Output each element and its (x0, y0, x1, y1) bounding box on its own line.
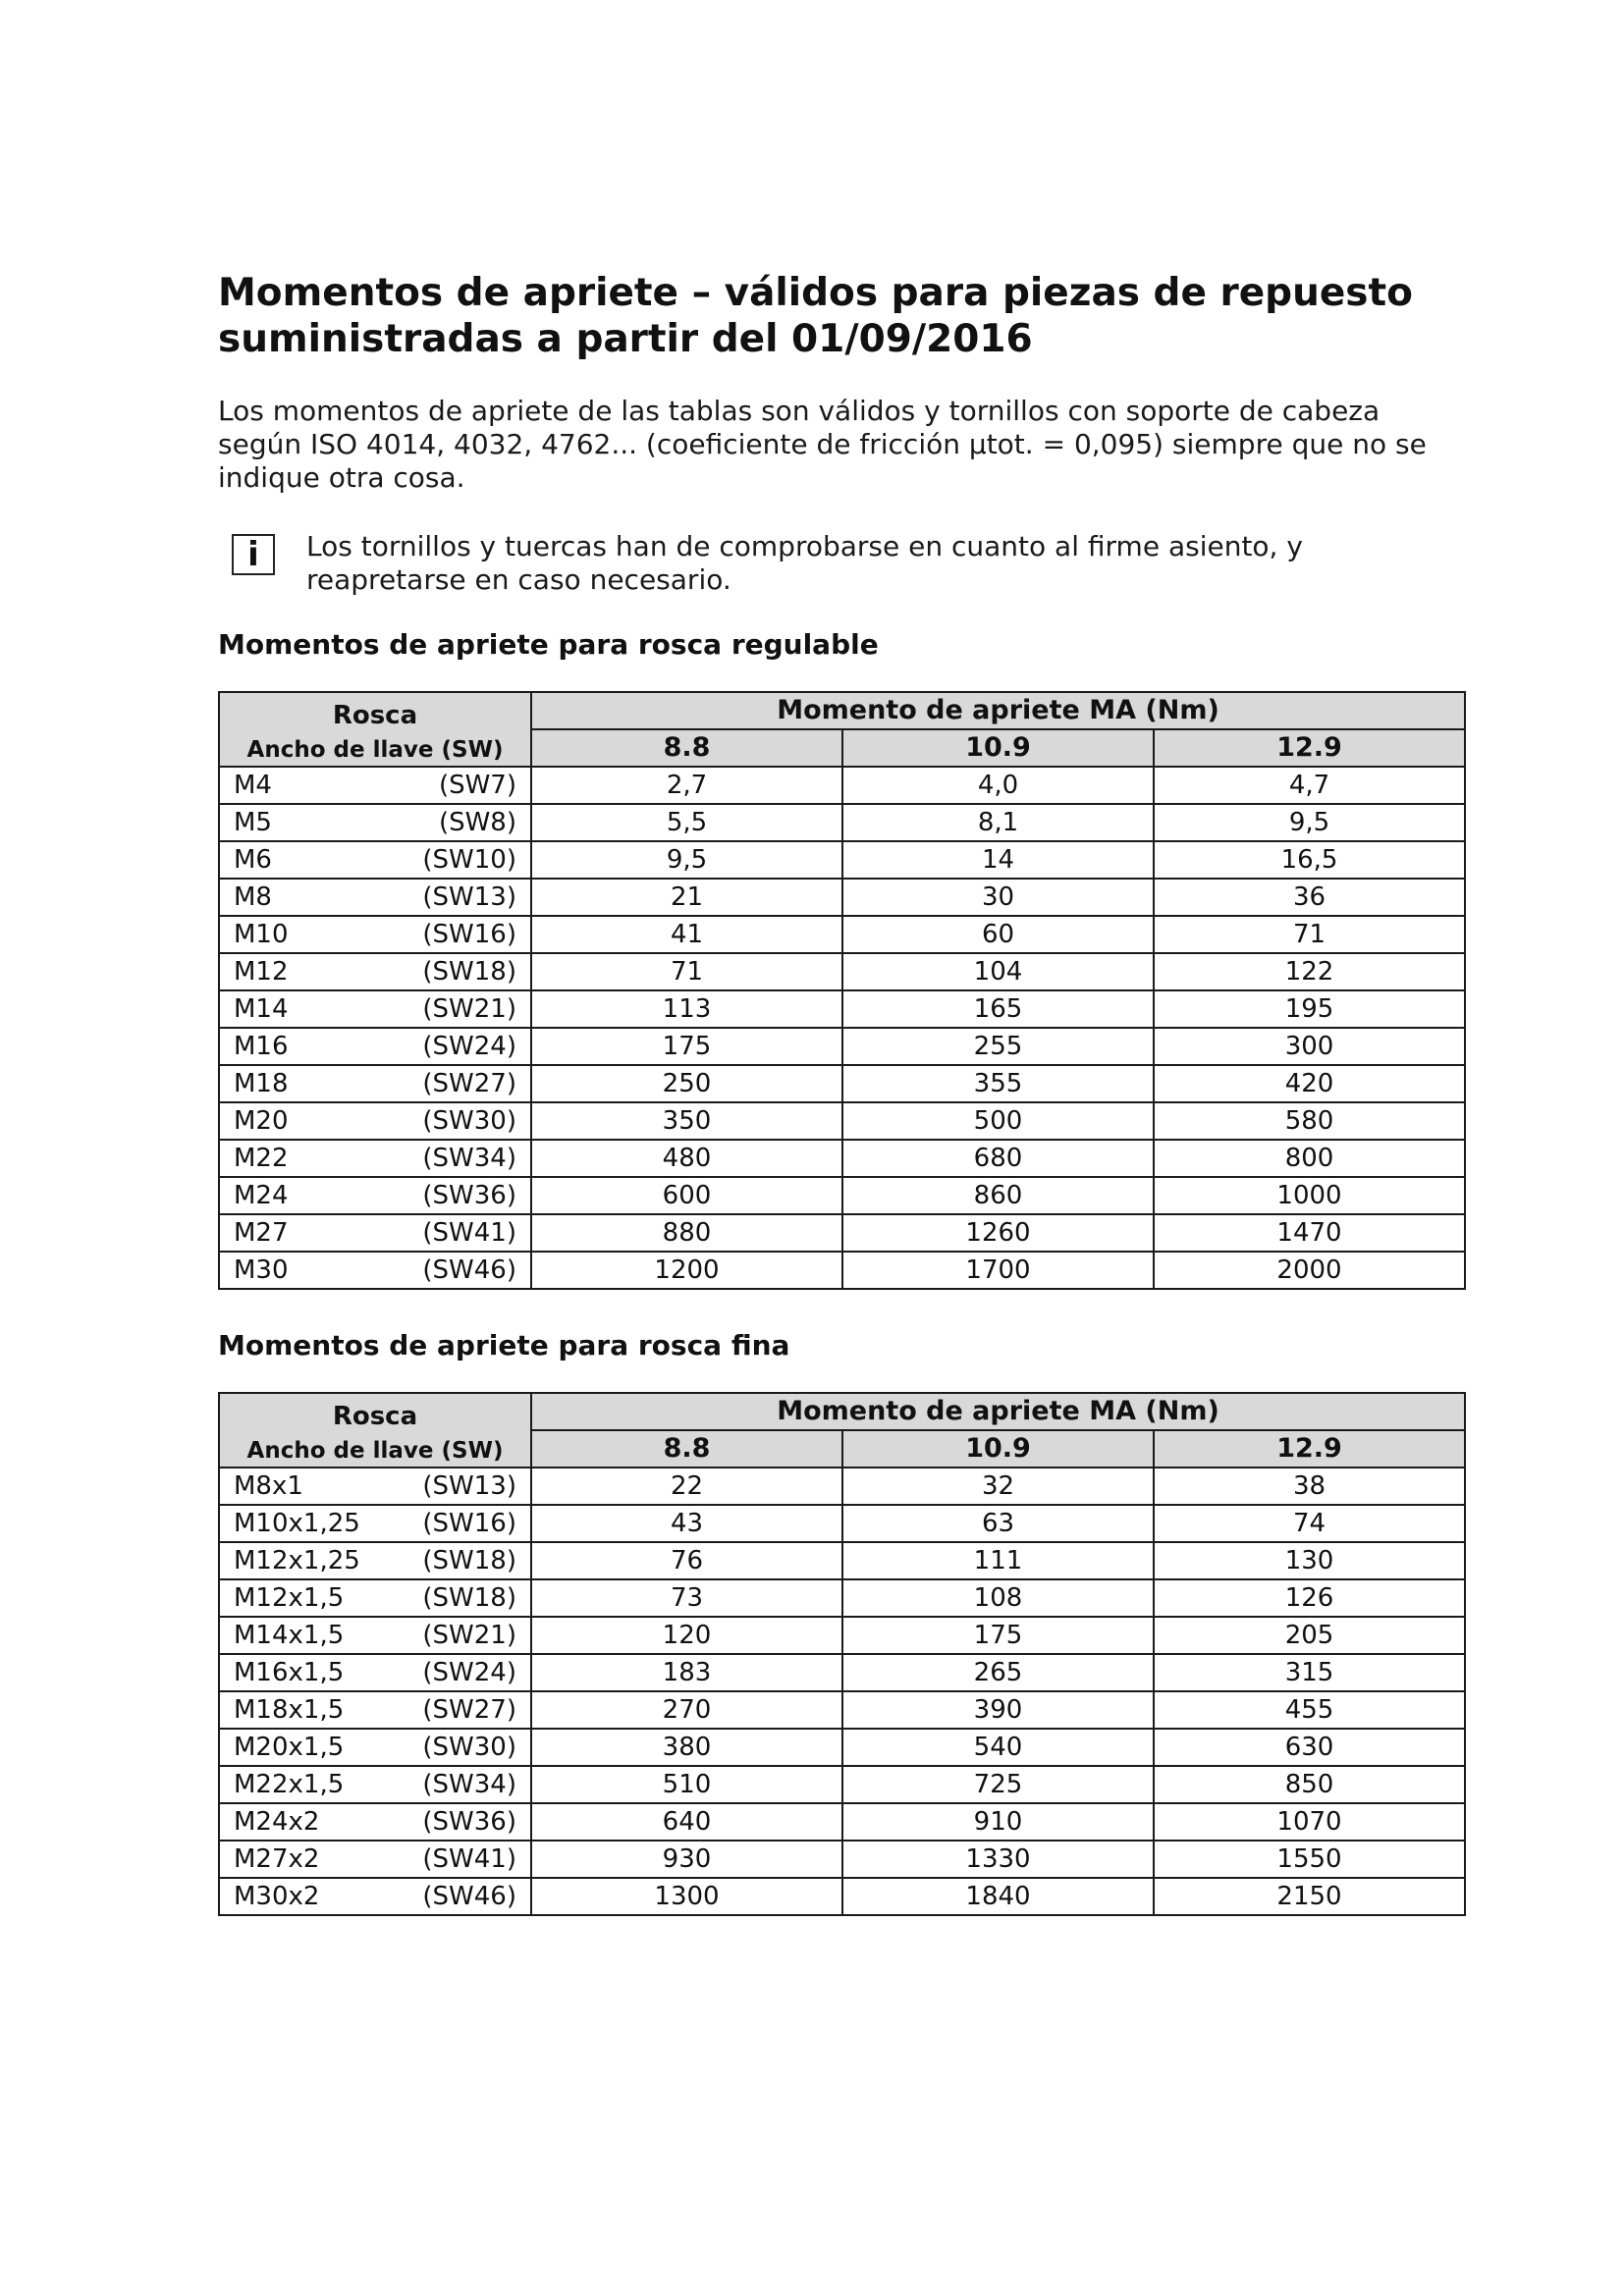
wrench-size: (SW18) (422, 957, 516, 987)
torque-value: 1200 (531, 1252, 842, 1289)
thread-size-cell (219, 1177, 531, 1214)
torque-value: 2000 (1154, 1252, 1465, 1289)
torque-value: 540 (842, 1729, 1154, 1766)
thread-size-cell (219, 1542, 531, 1579)
thread-size: M30 (234, 1255, 289, 1285)
table-row (219, 767, 1465, 804)
intro-paragraph: Los momentos de apriete de las tablas son válidos y tornillos con soporte de cabeza según ISO 4014, 4032, 4762... (coeficiente de fricción µtot. = 0,095) siempre que no se indique otra cosa. (218, 395, 1427, 494)
thread-size: M12x1,25 (234, 1546, 360, 1575)
table-row (219, 916, 1465, 953)
table-body (219, 1468, 1465, 1915)
table-row (219, 1468, 1465, 1505)
thread-size-cell (219, 1841, 531, 1878)
thread-size: M10 (234, 920, 289, 949)
torque-value: 14 (842, 841, 1154, 879)
wrench-size: (SW18) (422, 1546, 516, 1575)
thread-size: M4 (234, 771, 272, 800)
thread-size-cell (219, 1468, 531, 1505)
torque-value: 130 (1154, 1542, 1465, 1579)
torque-value: 43 (531, 1505, 842, 1542)
thread-size-cell (219, 953, 531, 990)
torque-value: 111 (842, 1542, 1154, 1579)
torque-value: 108 (842, 1579, 1154, 1617)
torque-value: 175 (842, 1617, 1154, 1654)
wrench-size: (SW41) (422, 1844, 516, 1874)
table-row (219, 879, 1465, 916)
wrench-size: (SW13) (422, 1471, 516, 1501)
torque-value: 4,7 (1154, 767, 1465, 804)
thread-size: M14x1,5 (234, 1621, 345, 1650)
table-row (219, 841, 1465, 879)
torque-value: 420 (1154, 1065, 1465, 1102)
torque-value: 250 (531, 1065, 842, 1102)
torque-value: 165 (842, 990, 1154, 1028)
torque-value: 860 (842, 1177, 1154, 1214)
rosca-label: Rosca (332, 1402, 418, 1431)
thread-size: M12 (234, 957, 289, 987)
thread-size: M8x1 (234, 1471, 303, 1501)
table-row (219, 1729, 1465, 1766)
torque-value: 1700 (842, 1252, 1154, 1289)
torque-value: 1330 (842, 1841, 1154, 1878)
thread-size-cell (219, 841, 531, 879)
grade-header-8-8: 8.8 (531, 729, 842, 767)
torque-value: 455 (1154, 1691, 1465, 1729)
wrench-size: (SW24) (422, 1658, 516, 1687)
thread-size: M6 (234, 845, 272, 875)
thread-size: M16 (234, 1032, 289, 1061)
torque-value: 300 (1154, 1028, 1465, 1065)
torque-value: 480 (531, 1140, 842, 1177)
torque-value: 1070 (1154, 1803, 1465, 1841)
torque-value: 4,0 (842, 767, 1154, 804)
thread-size: M22x1,5 (234, 1770, 345, 1799)
rosca-header (219, 692, 531, 767)
table-row (219, 1065, 1465, 1102)
thread-size-cell (219, 1065, 531, 1102)
table-row (219, 1542, 1465, 1579)
thread-size: M16x1,5 (234, 1658, 345, 1687)
wrench-size: (SW30) (422, 1106, 516, 1136)
table-row (219, 1579, 1465, 1617)
table-row (219, 1177, 1465, 1214)
info-note (218, 530, 1465, 599)
thread-size-cell (219, 1654, 531, 1691)
torque-value: 500 (842, 1102, 1154, 1140)
thread-size-cell (219, 879, 531, 916)
torque-value: 30 (842, 879, 1154, 916)
table-body (219, 767, 1465, 1289)
table-row (219, 953, 1465, 990)
wrench-size: (SW21) (422, 994, 516, 1024)
torque-value: 390 (842, 1691, 1154, 1729)
grade-header-12-9: 12.9 (1154, 1430, 1465, 1468)
section-heading-rosca-fina: Momentos de apriete para rosca fina (218, 1329, 790, 1362)
thread-size: M27x2 (234, 1844, 320, 1874)
torque-table-fina (218, 1392, 1466, 1916)
wrench-size: (SW27) (422, 1069, 516, 1098)
ancho-de-llave-label: Ancho de llave (SW) (246, 737, 504, 763)
torque-value: 16,5 (1154, 841, 1465, 879)
thread-size: M14 (234, 994, 289, 1024)
thread-size-cell (219, 1252, 531, 1289)
torque-value: 255 (842, 1028, 1154, 1065)
wrench-size: (SW7) (438, 771, 516, 800)
table-row (219, 1252, 1465, 1289)
torque-value: 350 (531, 1102, 842, 1140)
torque-value: 122 (1154, 953, 1465, 990)
wrench-size: (SW36) (422, 1181, 516, 1210)
torque-value: 74 (1154, 1505, 1465, 1542)
torque-value: 38 (1154, 1468, 1465, 1505)
document-page (218, 270, 1465, 1916)
grade-header-12-9: 12.9 (1154, 729, 1465, 767)
table-row (219, 1140, 1465, 1177)
torque-value: 36 (1154, 879, 1465, 916)
wrench-size: (SW10) (422, 845, 516, 875)
torque-value: 120 (531, 1617, 842, 1654)
thread-size-cell (219, 1729, 531, 1766)
table-row (219, 1214, 1465, 1252)
wrench-size: (SW16) (422, 920, 516, 949)
thread-size-cell (219, 1214, 531, 1252)
torque-value: 640 (531, 1803, 842, 1841)
wrench-size: (SW41) (422, 1218, 516, 1248)
torque-value: 1260 (842, 1214, 1154, 1252)
torque-value: 71 (531, 953, 842, 990)
section-heading-rosca-regulable: Momentos de apriete para rosca regulable (218, 628, 879, 661)
torque-value: 265 (842, 1654, 1154, 1691)
table-row (219, 1841, 1465, 1878)
torque-value: 205 (1154, 1617, 1465, 1654)
torque-value: 380 (531, 1729, 842, 1766)
torque-value: 21 (531, 879, 842, 916)
torque-value: 63 (842, 1505, 1154, 1542)
torque-value: 71 (1154, 916, 1465, 953)
torque-value: 315 (1154, 1654, 1465, 1691)
torque-value: 1840 (842, 1878, 1154, 1915)
thread-size: M24 (234, 1181, 289, 1210)
thread-size-cell (219, 1766, 531, 1803)
torque-value: 126 (1154, 1579, 1465, 1617)
torque-value: 630 (1154, 1729, 1465, 1766)
torque-value: 600 (531, 1177, 842, 1214)
torque-value: 76 (531, 1542, 842, 1579)
thread-size: M27 (234, 1218, 289, 1248)
torque-value: 175 (531, 1028, 842, 1065)
thread-size-cell (219, 1691, 531, 1729)
thread-size-cell (219, 767, 531, 804)
table-row (219, 1102, 1465, 1140)
thread-size-cell (219, 1579, 531, 1617)
torque-value: 580 (1154, 1102, 1465, 1140)
wrench-size: (SW16) (422, 1509, 516, 1538)
torque-value: 1000 (1154, 1177, 1465, 1214)
thread-size: M10x1,25 (234, 1509, 360, 1538)
page-title: Momentos de apriete – válidos para piezas de repuesto suministradas a partir del 01/09/2016 (218, 271, 1413, 361)
table-row (219, 1803, 1465, 1841)
torque-value: 195 (1154, 990, 1465, 1028)
torque-value: 9,5 (1154, 804, 1465, 841)
torque-value: 510 (531, 1766, 842, 1803)
torque-value: 725 (842, 1766, 1154, 1803)
torque-value: 73 (531, 1579, 842, 1617)
thread-size: M18 (234, 1069, 289, 1098)
torque-value: 270 (531, 1691, 842, 1729)
note-text: Los tornillos y tuercas han de comprobarse en cuanto al firme asiento, y reapretarse en caso necesario. (306, 530, 1303, 596)
info-icon: i (232, 534, 275, 575)
grade-header-8-8: 8.8 (531, 1430, 842, 1468)
wrench-size: (SW46) (422, 1255, 516, 1285)
thread-size: M20 (234, 1106, 289, 1136)
thread-size-cell (219, 1803, 531, 1841)
wrench-size: (SW24) (422, 1032, 516, 1061)
torque-value: 1550 (1154, 1841, 1465, 1878)
torque-value: 183 (531, 1654, 842, 1691)
table-row (219, 990, 1465, 1028)
thread-size-cell (219, 804, 531, 841)
wrench-size: (SW30) (422, 1733, 516, 1762)
wrench-size: (SW21) (422, 1621, 516, 1650)
table-row (219, 1878, 1465, 1915)
thread-size: M30x2 (234, 1882, 320, 1911)
thread-size: M22 (234, 1144, 289, 1173)
torque-value: 104 (842, 953, 1154, 990)
torque-value: 2150 (1154, 1878, 1465, 1915)
torque-value: 41 (531, 916, 842, 953)
table-row (219, 1505, 1465, 1542)
torque-value: 32 (842, 1468, 1154, 1505)
thread-size-cell (219, 990, 531, 1028)
wrench-size: (SW27) (422, 1695, 516, 1725)
thread-size-cell (219, 1140, 531, 1177)
thread-size-cell (219, 916, 531, 953)
grade-header-10-9: 10.9 (842, 729, 1154, 767)
wrench-size: (SW36) (422, 1807, 516, 1837)
torque-table-regulable (218, 691, 1466, 1290)
thread-size: M24x2 (234, 1807, 320, 1837)
torque-value: 680 (842, 1140, 1154, 1177)
thread-size-cell (219, 1505, 531, 1542)
torque-value: 880 (531, 1214, 842, 1252)
wrench-size: (SW46) (422, 1882, 516, 1911)
thread-size-cell (219, 1028, 531, 1065)
table-row (219, 804, 1465, 841)
wrench-size: (SW18) (422, 1583, 516, 1613)
table-row (219, 1654, 1465, 1691)
torque-value: 930 (531, 1841, 842, 1878)
torque-value: 850 (1154, 1766, 1465, 1803)
torque-value: 910 (842, 1803, 1154, 1841)
torque-value: 2,7 (531, 767, 842, 804)
rosca-header (219, 1393, 531, 1468)
thread-size: M18x1,5 (234, 1695, 345, 1725)
table-row (219, 1617, 1465, 1654)
thread-size: M12x1,5 (234, 1583, 345, 1613)
thread-size-cell (219, 1617, 531, 1654)
momento-header: Momento de apriete MA (Nm) (531, 1393, 1465, 1430)
torque-value: 355 (842, 1065, 1154, 1102)
table-row (219, 1766, 1465, 1803)
momento-header: Momento de apriete MA (Nm) (531, 692, 1465, 729)
rosca-label: Rosca (332, 701, 418, 730)
thread-size-cell (219, 1878, 531, 1915)
wrench-size: (SW34) (422, 1144, 516, 1173)
thread-size: M5 (234, 808, 272, 837)
thread-size-cell (219, 1102, 531, 1140)
table-row (219, 1691, 1465, 1729)
torque-value: 9,5 (531, 841, 842, 879)
torque-value: 800 (1154, 1140, 1465, 1177)
ancho-de-llave-label: Ancho de llave (SW) (246, 1438, 504, 1464)
wrench-size: (SW13) (422, 882, 516, 912)
torque-value: 22 (531, 1468, 842, 1505)
torque-value: 60 (842, 916, 1154, 953)
thread-size: M20x1,5 (234, 1733, 345, 1762)
torque-value: 1300 (531, 1878, 842, 1915)
torque-value: 1470 (1154, 1214, 1465, 1252)
grade-header-10-9: 10.9 (842, 1430, 1154, 1468)
thread-size: M8 (234, 882, 272, 912)
torque-value: 113 (531, 990, 842, 1028)
table-row (219, 1028, 1465, 1065)
torque-value: 8,1 (842, 804, 1154, 841)
wrench-size: (SW8) (438, 808, 516, 837)
wrench-size: (SW34) (422, 1770, 516, 1799)
torque-value: 5,5 (531, 804, 842, 841)
